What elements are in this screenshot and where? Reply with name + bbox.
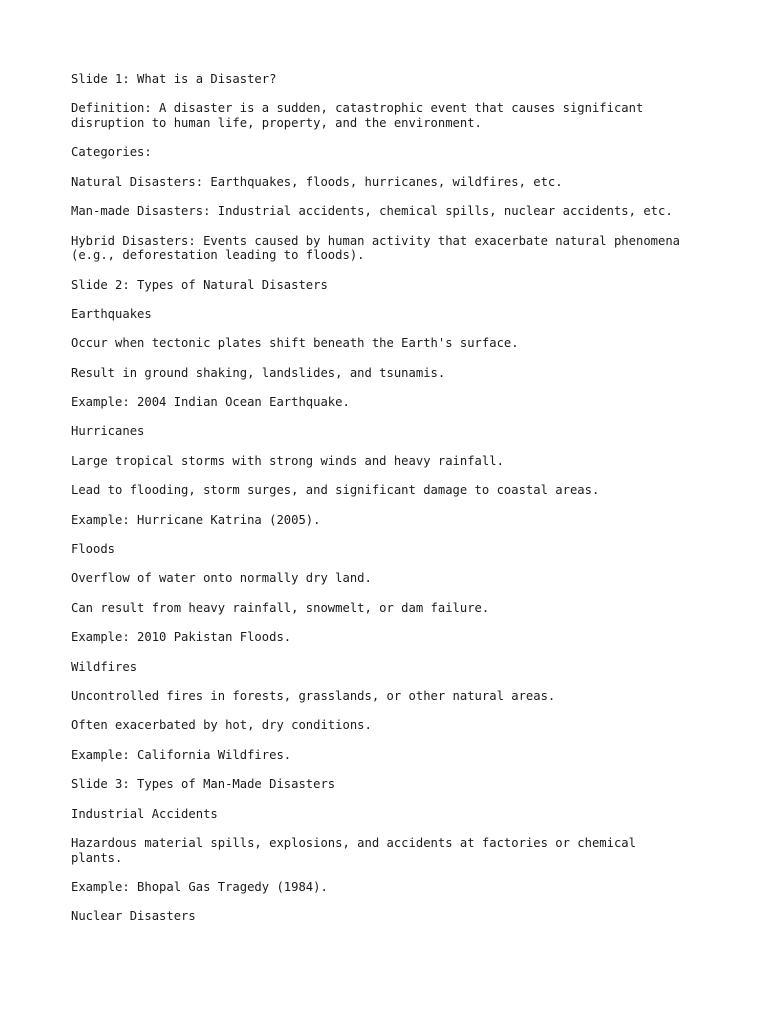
industrial-accidents-heading: Industrial Accidents bbox=[71, 806, 218, 821]
wildfires-example: Example: California Wildfires. bbox=[71, 747, 292, 762]
floods-heading: Floods bbox=[71, 542, 116, 557]
definition-paragraph: Definition: A disaster is a sudden, catastrophic event that causes significant disruption to human life, property, and the environment. bbox=[71, 101, 644, 130]
floods-description: Overflow of water onto normally dry land. bbox=[71, 571, 372, 586]
slide-3-heading: Slide 3: Types of Man-Made Disasters bbox=[71, 777, 336, 792]
floods-causes: Can result from heavy rainfall, snowmelt, or dam failure. bbox=[71, 600, 490, 615]
earthquakes-example: Example: 2004 Indian Ocean Earthquake. bbox=[71, 395, 350, 410]
hurricanes-effects: Lead to flooding, storm surges, and significant damage to coastal areas. bbox=[71, 483, 600, 498]
industrial-accidents-description: Hazardous material spills, explosions, and accidents at factories or chemical plants. bbox=[71, 835, 636, 865]
earthquakes-heading: Earthquakes bbox=[71, 306, 152, 321]
wildfires-heading: Wildfires bbox=[71, 659, 138, 674]
hurricanes-heading: Hurricanes bbox=[71, 424, 145, 439]
wildfires-description: Uncontrolled fires in forests, grasslands, or other natural areas. bbox=[71, 689, 556, 703]
man-made-disasters-item: Man-made Disasters: Industrial accidents, chemical spills, nuclear accidents, etc. bbox=[71, 204, 673, 219]
floods-example: Example: 2010 Pakistan Floods. bbox=[71, 630, 292, 645]
wildfires-conditions: Often exacerbated by hot, dry conditions. bbox=[71, 718, 372, 733]
hurricanes-description: Large tropical storms with strong winds and heavy rainfall. bbox=[71, 453, 504, 468]
slide-2-heading: Slide 2: Types of Natural Disasters bbox=[71, 277, 328, 292]
hurricanes-example: Example: Hurricane Katrina (2005). bbox=[71, 512, 321, 527]
natural-disasters-item: Natural Disasters: Earthquakes, floods, hurricanes, wildfires, etc. bbox=[71, 174, 563, 189]
hybrid-disasters-item: Hybrid Disasters: Events caused by human activity that exacerbate natural phenomena (e.g., deforestation leading to floods). bbox=[71, 233, 681, 263]
industrial-accidents-example: Example: Bhopal Gas Tragedy (1984). bbox=[71, 879, 328, 894]
earthquakes-cause: Occur when tectonic plates shift beneath the Earth's surface. bbox=[71, 336, 519, 351]
earthquakes-result: Result in ground shaking, landslides, and tsunamis. bbox=[71, 365, 446, 380]
nuclear-disasters-heading: Nuclear Disasters bbox=[71, 909, 196, 924]
categories-heading: Categories: bbox=[71, 145, 152, 160]
document-body bbox=[71, 72, 711, 939]
slide-1-heading: Slide 1: What is a Disaster? bbox=[71, 72, 277, 86]
